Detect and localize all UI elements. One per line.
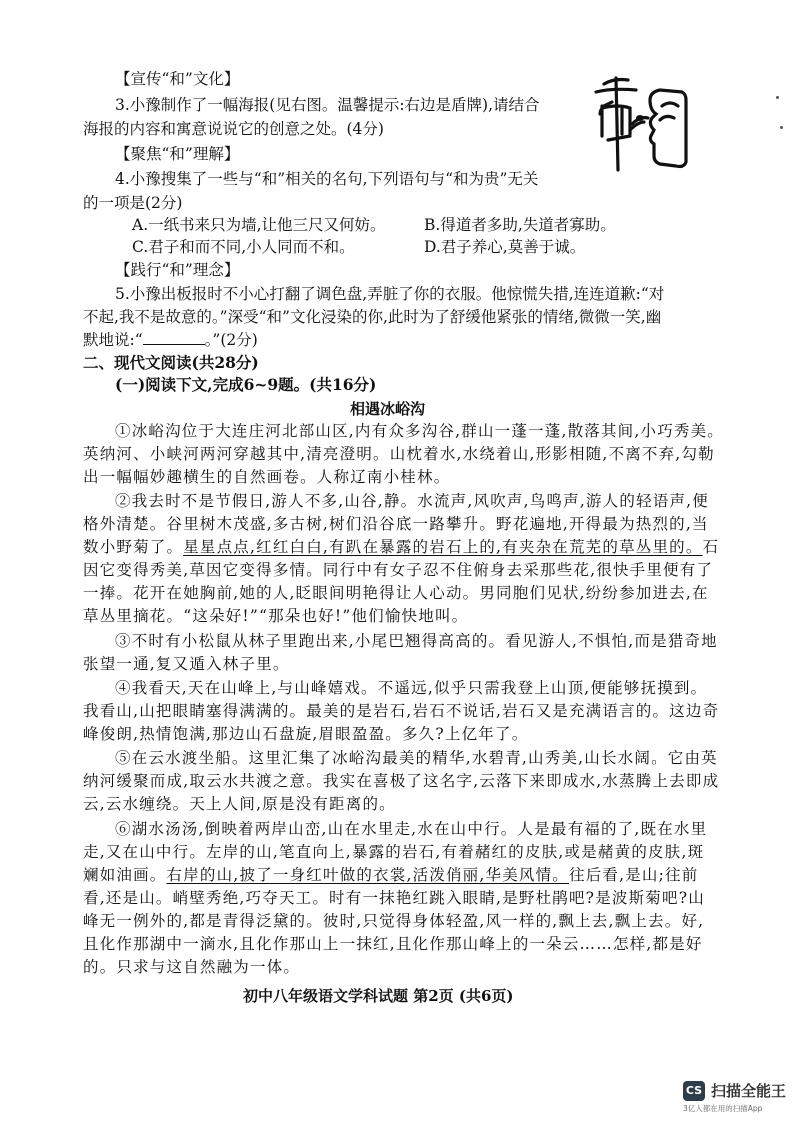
section-practice-heading: 【践行“和”理念】 — [115, 261, 240, 279]
passage-p2-line3-end: 石 — [702, 538, 720, 556]
q5-answer-blank[interactable] — [143, 329, 205, 345]
passage-p6-line8: 的。只求与这自然融为一体。 — [83, 958, 301, 976]
passage-p6-line6: 峰无一例外的,都是青得泛黛的。彼时,只觉得身体轻盈,风一样的,飘上去,飘上去。好, — [83, 912, 705, 930]
passage-title: 相遇冰峪沟 — [350, 400, 426, 418]
passage-p2-line6: 草丛里摘花。“这朵好!”“那朵也好!”他们愉快地叫。 — [83, 607, 469, 625]
passage-p5-line3: 云,云水缠绕。天上人间,原是没有距离的。 — [83, 795, 396, 813]
passage-p2-line4: 因它变得秀美,草因它变得多情。同行中有女子忍不住俯身去采那些花,很快手里便有了 — [83, 561, 714, 579]
q5-text-before-blank: 默地说:“ — [83, 331, 143, 349]
scanner-app-name: 扫描全能王 — [711, 1082, 787, 1100]
passage-p5-line1: ⑤在云水渡坐船。这里汇集了冰峪沟最美的精华,水碧青,山秀美,山长水阔。它由英 — [115, 749, 718, 767]
passage-p2-line2: 格外清楚。谷里树木茂盛,多古树,树们沿谷底一路攀升。野花遍地,开得最为热烈的,当 — [83, 515, 709, 533]
scan-speck — [776, 96, 779, 99]
passage-p5-line2: 纳河缓聚而成,取云水共渡之意。我实在喜极了这名字,云落下来即成水,水蒸腾上去即成 — [83, 772, 720, 790]
q5-text-line2: 不起,我不是故意的。”深受“和”文化浸染的你,此时为了舒缓他紧张的情绪,微微一笑,幽 — [83, 308, 662, 326]
part-1-instructions: (一)阅读下文,完成6~9题。(共16分) — [115, 375, 377, 394]
q4-text-line1: 4.小豫搜集了一些与“和”相关的名句,下列语句与“和为贵”无关 — [115, 170, 539, 188]
q4-text-line2: 的一项是(2分) — [83, 194, 183, 212]
passage-p1-line1: ①冰峪沟位于大连庄河北部山区,内有众多沟谷,群山一蓬一蓬,散落其间,小巧秀美。 — [115, 422, 725, 440]
passage-p2-line3 — [83, 536, 719, 558]
q4-option-a: A.一纸书来只为墙,让他三尺又何妨。 — [132, 216, 386, 234]
passage-p6-line3: 斓如油画。 — [83, 866, 167, 884]
q4-option-d: D.君子养心,莫善于诚。 — [424, 238, 586, 256]
camscanner-logo-icon: CS — [683, 1081, 705, 1101]
q4-option-b: B.得道者多助,失道者寡助。 — [424, 216, 616, 234]
passage-p6-line5: 看,还是山。峭壁秀绝,巧夺天工。时有一抹艳红跳入眼睛,是野杜鹃吧?是波斯菊吧?山 — [83, 889, 705, 907]
section-focus-heading: 【聚焦“和”理解】 — [115, 145, 240, 163]
poster-image — [590, 70, 690, 175]
underlined-sentence-1: 星星点点,红红白白,有趴在暴露的岩石上的,有夹杂在荒芜的草丛里的。 — [183, 538, 703, 556]
q5-text-line1: 5.小豫出板报时不小心打翻了调色盘,弄脏了你的衣服。他惊慌失措,连连道歉:“对 — [115, 285, 665, 303]
underlined-sentence-2: 右岸的山,披了一身红叶做的衣裳,活泼俏丽,华美风情。 — [166, 866, 569, 884]
passage-p4-line2: 我看山,山把眼睛塞得满满的。最美的是岩石,岩石不说话,岩石又是充满语言的。这边奇 — [83, 702, 720, 720]
passage-p6-line4-end: 往后看,是山;往前 — [569, 866, 699, 884]
q3-text-line2: 海报的内容和寓意说说它的创意之处。(4分) — [83, 120, 384, 138]
passage-p6-line2: 走,又在山中行。左岸的山,笔直向上,暴露的岩石,有着赭红的皮肤,或是赭黄的皮肤,斑 — [83, 843, 705, 861]
passage-p2-line1: ②我去时不是节假日,游人不多,山谷,静。水流声,风吹声,鸟鸣声,游人的轻语声,便 — [115, 492, 709, 510]
page-footer: 初中八年级语文学科试题 第2页 (共6页) — [243, 987, 514, 1005]
q3-text-line1: 3.小豫制作了一幅海报(见右图。温馨提示:右边是盾牌),请结合 — [115, 96, 540, 114]
scanner-watermark — [683, 1080, 786, 1101]
scan-speck — [780, 126, 783, 129]
passage-p1-line3: 出一幅幅妙趣横生的自然画卷。人称辽南小桂林。 — [83, 468, 451, 486]
passage-p3-line1: ③不时有小松鼠从林子里跑出来,小尾巴翘得高高的。看见游人,不惧怕,而是猎奇地 — [115, 632, 718, 650]
passage-p4-line3: 峰俊朗,热情饱满,那边山石盘旋,眉眼盈盈。多久?上亿年了。 — [83, 725, 529, 743]
q5-text-line3 — [83, 329, 258, 351]
passage-p2-line3-start: 数小野菊了。 — [83, 538, 184, 556]
q4-option-c: C.君子和而不同,小人同而不和。 — [132, 238, 355, 256]
passage-p6-line7: 且化作那湖中一滴水,且化作那山上一抹红,且化作那山峰上的一朵云……怎样,都是好 — [83, 935, 703, 953]
passage-p6-line4 — [83, 864, 698, 886]
passage-p6-line1: ⑥湖水汤汤,倒映着两岸山峦,山在水里走,水在山中行。人是最有福的了,既在水里 — [115, 820, 708, 838]
scanner-tagline: 3亿人都在用的扫描App — [683, 1104, 763, 1113]
passage-p2-line5: 一捧。花开在她胸前,她的人,眨眼间明艳得让人心动。男同胞们见状,纷纷参加进去,在 — [83, 584, 709, 602]
section-propaganda-heading: 【宣传“和”文化】 — [115, 70, 240, 88]
passage-p3-line2: 张望一通,复又遁入林子里。 — [83, 655, 290, 673]
section-2-heading: 二、现代文阅读(共28分) — [83, 353, 259, 372]
passage-p1-line2: 英纳河、小峡河两河穿越其中,清亮澄明。山枕着水,水绕着山,形影相随,不离不弃,勾勒 — [83, 445, 715, 463]
q5-text-after-blank: 。”(2分) — [204, 331, 258, 349]
passage-p4-line1: ④我看天,天在山峰上,与山峰嬉戏。不遥远,似乎只需我登上山顶,便能够抚摸到。 — [115, 679, 708, 697]
